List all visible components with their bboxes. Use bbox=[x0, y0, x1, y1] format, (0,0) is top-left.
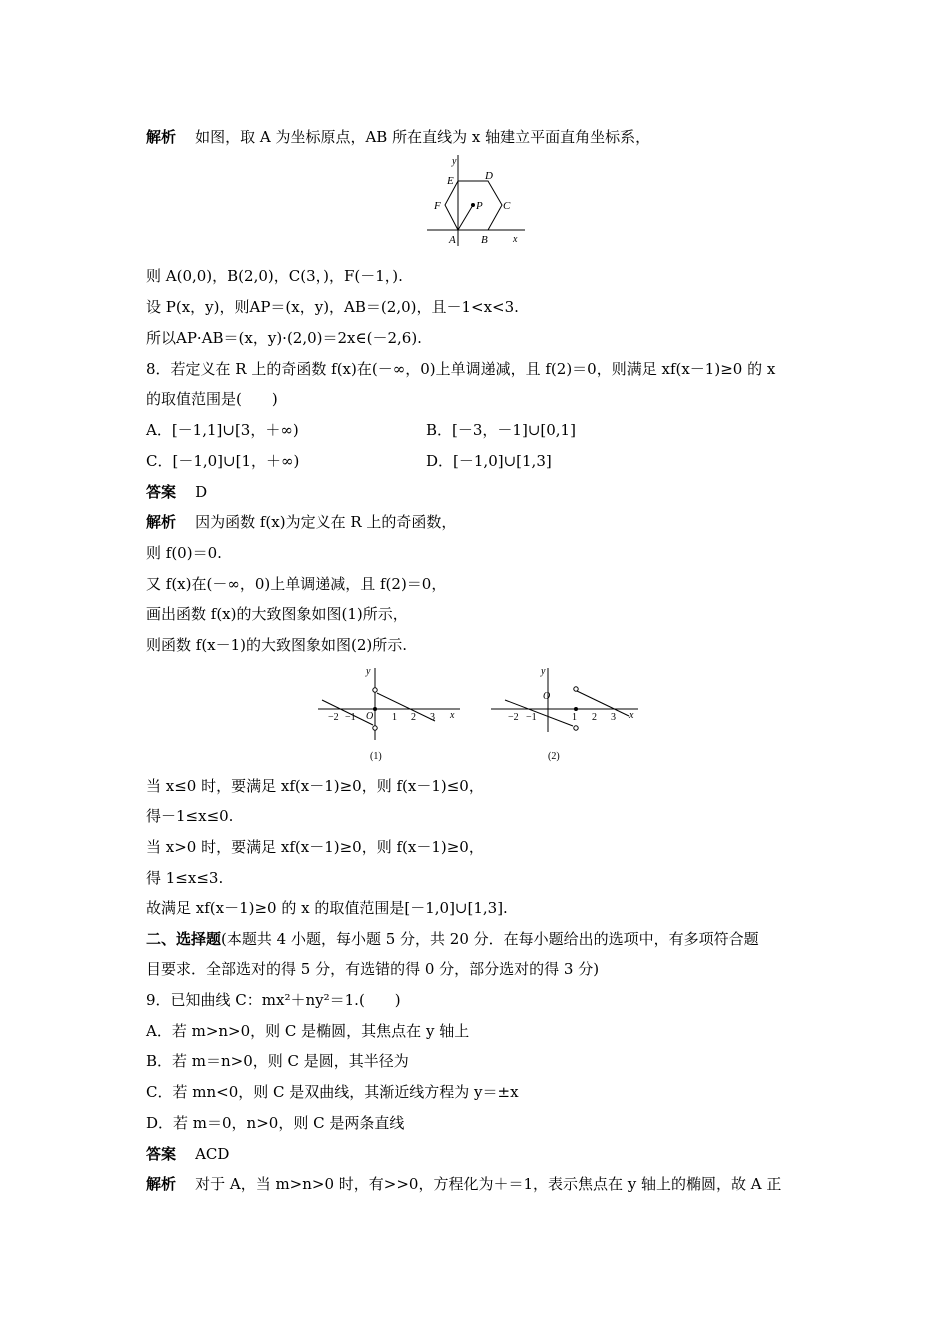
coords-line: 则 A(0,0)，B(2,0)，C(3，)，F(－1，). bbox=[146, 267, 403, 285]
origin-label: O bbox=[366, 711, 374, 722]
answer-label: 答案 bbox=[146, 1145, 177, 1163]
q8-analysis-2: 则 f(0)＝0. bbox=[146, 544, 222, 562]
tick-1: 1 bbox=[572, 712, 577, 723]
x-label: x bbox=[629, 710, 634, 721]
answer-label: 答案 bbox=[146, 483, 177, 501]
dot-product-line: 所以AP·AB＝(x，y)·(2,0)＝2x∈(－2,6). bbox=[146, 329, 422, 347]
q8-option-c: C．[－1,0]∪[1，＋∞) bbox=[146, 452, 300, 470]
q9-stem: 9．已知曲线 C：mx²＋ny²＝1.( ) bbox=[146, 991, 401, 1009]
analysis-label: 解析 bbox=[146, 1175, 177, 1193]
answer-value: D bbox=[195, 483, 208, 501]
tick-1: 1 bbox=[392, 712, 397, 723]
q9-analysis-1 bbox=[146, 1174, 781, 1194]
section-2-desc-line-2: 目要求．全部选对的得 5 分，有选错的得 0 分，部分选对的得 3 分) bbox=[146, 960, 600, 978]
q8-analysis-7: 得－1≤x≤0. bbox=[146, 807, 234, 825]
q8-analysis-9: 得 1≤x≤3. bbox=[146, 869, 224, 887]
hex-label-f: F bbox=[434, 200, 441, 212]
tick-3: 3 bbox=[430, 712, 435, 723]
y-label: y bbox=[366, 666, 371, 677]
tick-3: 3 bbox=[611, 712, 616, 723]
q8-analysis-3: 又 f(x)在(－∞，0)上单调递减，且 f(2)＝0， bbox=[146, 575, 447, 593]
right-branch bbox=[377, 693, 435, 721]
graph-caption: (2) bbox=[548, 751, 560, 762]
section-desc-1: (本题共 4 小题，每小题 5 分，共 20 分．在每小题给出的选项中，有多项符合题 bbox=[221, 930, 759, 948]
open-point-top bbox=[574, 687, 578, 691]
solution-paragraph-1 bbox=[146, 127, 650, 147]
q8-option-a: A．[－1,1]∪[3，＋∞) bbox=[146, 421, 299, 439]
tick-neg2: −2 bbox=[508, 712, 519, 723]
q8-analysis-5: 则函数 f(x－1)的大致图象如图(2)所示. bbox=[146, 636, 408, 654]
graph-1 bbox=[310, 662, 465, 766]
section-title: 二、选择题 bbox=[146, 930, 222, 948]
analysis-label: 解析 bbox=[146, 513, 177, 531]
q8-option-d: D．[－1,0]∪[1,3] bbox=[426, 452, 552, 470]
hex-label-b: B bbox=[481, 234, 488, 246]
analysis-text: 因为函数 f(x)为定义在 R 上的奇函数， bbox=[195, 513, 457, 531]
q8-analysis-6: 当 x≤0 时，要满足 xf(x－1)≥0，则 f(x－1)≤0， bbox=[146, 777, 484, 795]
q8-analysis-1 bbox=[146, 512, 456, 532]
q8-analysis-10: 故满足 xf(x－1)≥0 的 x 的取值范围是[－1,0]∪[1,3]. bbox=[146, 899, 508, 917]
section-2-heading bbox=[146, 929, 759, 949]
origin-label: O bbox=[543, 691, 551, 702]
tick-2: 2 bbox=[411, 712, 416, 723]
q8-analysis-4: 画出函数 f(x)的大致图象如图(1)所示， bbox=[146, 605, 408, 623]
q8-answer bbox=[146, 482, 207, 502]
hex-label-x: x bbox=[513, 234, 518, 245]
x-label: x bbox=[450, 710, 455, 721]
tick-neg2: −2 bbox=[328, 712, 339, 723]
q9-answer bbox=[146, 1144, 229, 1164]
q8-analysis-8: 当 x>0 时，要满足 xf(x－1)≥0，则 f(x－1)≥0， bbox=[146, 838, 484, 856]
q8-stem-line-1: 8．若定义在 R 上的奇函数 f(x)在(－∞，0)上单调递减，且 f(2)＝0，则满足 xf(x－1)≥0 的 x bbox=[146, 360, 776, 378]
open-point-bottom bbox=[574, 726, 578, 730]
right-branch bbox=[577, 691, 629, 716]
analysis-text: 对于 A，当 m>n>0 时，有>>0，方程化为＋＝1，表示焦点在 y 轴上的椭圆，故 A 正 bbox=[195, 1175, 782, 1193]
q9-option-c: C．若 mn<0，则 C 是双曲线，其渐近线方程为 y＝±x bbox=[146, 1083, 519, 1101]
vector-line: 设 P(x，y)，则AP＝(x，y)，AB＝(2,0)，且－1<x<3. bbox=[146, 298, 519, 316]
q9-option-b: B．若 m＝n>0，则 C 是圆，其半径为 bbox=[146, 1052, 409, 1070]
open-point-top bbox=[373, 688, 377, 692]
hex-label-p: P bbox=[476, 200, 483, 212]
hex-label-d: D bbox=[485, 170, 493, 182]
hex-label-y: y bbox=[452, 156, 457, 167]
tick-2: 2 bbox=[592, 712, 597, 723]
hex-label-a: A bbox=[449, 234, 456, 246]
graph-caption: (1) bbox=[370, 751, 382, 762]
y-label: y bbox=[541, 666, 546, 677]
q9-option-d: D．若 m＝0，n>0，则 C 是两条直线 bbox=[146, 1114, 405, 1132]
segment-ap bbox=[458, 205, 473, 230]
q8-option-b: B．[－3，－1]∪[0,1] bbox=[426, 421, 576, 439]
q8-stem-line-2: 的取值范围是( ) bbox=[146, 390, 278, 408]
answer-value: ACD bbox=[195, 1145, 230, 1163]
origin-point bbox=[373, 707, 377, 711]
hex-label-e: E bbox=[447, 175, 454, 187]
filled-point bbox=[574, 707, 578, 711]
point-p bbox=[471, 203, 475, 207]
tick-neg1: −1 bbox=[526, 712, 537, 723]
open-point-bottom bbox=[373, 726, 377, 730]
graph-2 bbox=[488, 662, 643, 766]
q9-option-a: A．若 m>n>0，则 C 是椭圆，其焦点在 y 轴上 bbox=[146, 1022, 470, 1040]
analysis-label: 解析 bbox=[146, 128, 177, 146]
tick-neg1: −1 bbox=[345, 712, 356, 723]
analysis-text: 如图，取 A 为坐标原点，AB 所在直线为 x 轴建立平面直角坐标系， bbox=[195, 128, 651, 146]
hex-label-c: C bbox=[503, 200, 511, 212]
hexagon-coordinate-figure bbox=[425, 152, 530, 248]
